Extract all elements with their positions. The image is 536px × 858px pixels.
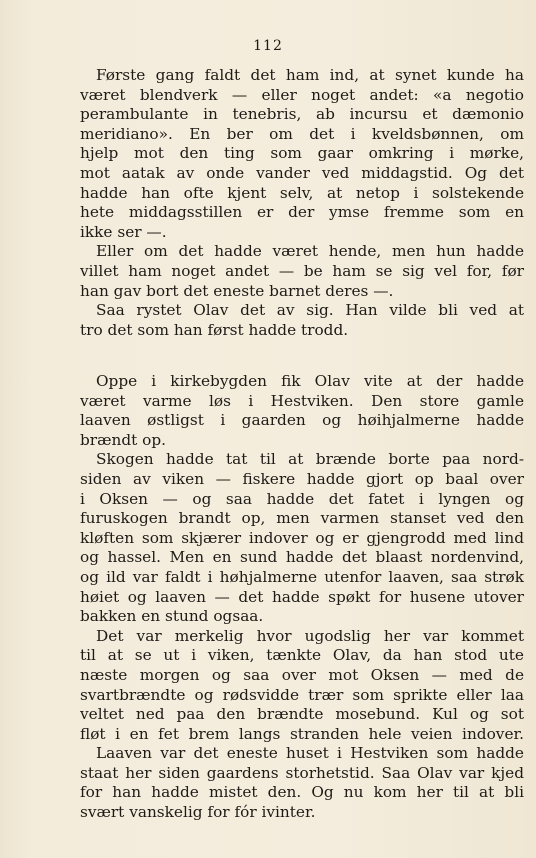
text-line: Saa rystet Olav det av sig. Han vilde bli ved at <box>96 301 524 320</box>
text-section-1 <box>80 66 524 340</box>
text-line: veltet ned paa den brændte mosebund. Kul og sot <box>80 705 524 724</box>
page-number: 112 <box>253 38 283 54</box>
text-line: kløften som skjærer indover og er gjengrodd med lind <box>80 528 524 547</box>
text-line: tro det som han først hadde trodd. <box>80 320 349 339</box>
text-line: mot aatak av onde vander ved middagstid. Og det <box>80 163 524 182</box>
text-line: staat her siden gaardens storhetstid. Saa Olav var kjed <box>80 763 524 782</box>
text-line: Eller om det hadde været hende, men hun hadde <box>96 242 524 261</box>
text-line: bakken en stund ogsaa. <box>80 607 264 626</box>
text-line: fløt i en fet brem langs stranden hele veien indover. <box>80 724 524 743</box>
paragraph <box>80 450 524 626</box>
text-line: han gav bort det eneste barnet deres —. <box>80 281 394 300</box>
text-line: svært vanskelig for fór ivinter. <box>80 803 316 822</box>
text-line: næste morgen og saa over mot Oksen — med de <box>80 665 524 684</box>
text-line: hjelp mot den ting som gaar omkring i mørke, <box>80 144 524 163</box>
paragraph <box>80 744 524 822</box>
text-line: Første gang faldt det ham ind, at synet kunde ha <box>96 66 524 84</box>
text-line: og hassel. Men en sund hadde det blaast nordenvind, <box>80 548 524 567</box>
paragraph <box>80 66 524 242</box>
text-line: villet ham noget andet — be ham se sig vel for, før <box>80 261 524 280</box>
text-line: laaven østligst i gaarden og høihjalmerne hadde <box>80 411 524 430</box>
text-line: Skogen hadde tat til at brænde borte paa nord- <box>96 450 524 469</box>
text-line: brændt op. <box>80 430 167 449</box>
text-line: for han hadde mistet den. Og nu kom her til at bli <box>80 783 524 802</box>
text-line: siden av viken — fiskere hadde gjort op baal over <box>80 469 524 488</box>
paragraph <box>80 627 524 745</box>
text-line: været varme løs i Hestviken. Den store gamle <box>80 391 524 410</box>
text-line: Det var merkelig hvor ugodslig her var kommet <box>96 626 524 645</box>
text-line: svartbrændte og rødsvidde trær som sprikte eller laa <box>80 685 524 704</box>
paragraph <box>80 242 524 301</box>
text-line: hete middagsstillen er der ymse fremme som en <box>80 203 524 222</box>
text-section-2 <box>80 372 524 823</box>
text-line: Oppe i kirkebygden fik Olav vite at der hadde <box>96 372 524 390</box>
text-line: til at se ut i viken, tænkte Olav, da han stod ute <box>80 646 524 665</box>
text-line: Laaven var det eneste huset i Hestviken som hadde <box>96 744 524 763</box>
text-line: hadde han ofte kjent selv, at netop i solstekende <box>80 183 524 202</box>
paragraph <box>80 372 524 450</box>
text-line: i Oksen — og saa hadde det fatet i lyngen og <box>80 489 524 508</box>
text-line: og ild var faldt i høhjalmerne utenfor laaven, saa strøk <box>80 567 524 586</box>
text-line: meridiano». En ber om det i kveldsbønnen, om <box>80 124 524 143</box>
paragraph <box>80 301 524 340</box>
text-line: været blendverk — eller noget andet: «a negotio <box>80 85 524 104</box>
text-line: perambulante in tenebris, ab incursu et dæmonio <box>80 105 524 124</box>
text-line: ikke ser —. <box>80 222 167 241</box>
text-line: høiet og laaven — det hadde spøkt for husene utover <box>80 587 524 606</box>
text-line: furuskogen brandt op, men varmen stanset ved den <box>80 509 524 528</box>
